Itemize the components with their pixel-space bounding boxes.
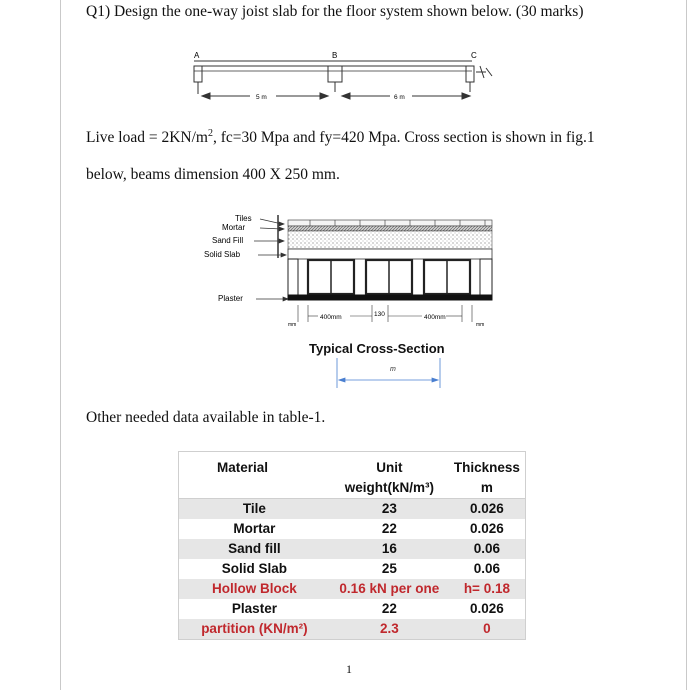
- header-thickness-line2: m: [480, 480, 493, 495]
- span-label-bc: 6 m: [394, 94, 405, 101]
- bottom-dimension: [337, 358, 440, 388]
- cell-material: Mortar: [179, 519, 330, 539]
- cell-material: Solid Slab: [179, 559, 330, 579]
- cell-unit: 2.3: [330, 619, 449, 639]
- cell-unit: 22: [330, 519, 449, 539]
- cell-material: Sand fill: [179, 539, 330, 559]
- table-row: [179, 579, 525, 599]
- support-label-c: C: [471, 51, 477, 60]
- cross-section-figure: [200, 210, 500, 388]
- layer-label-plaster: Plaster: [218, 294, 243, 303]
- live-load-text: Live load = 2KN/m: [86, 129, 208, 147]
- layer-label-solid-slab: Solid Slab: [204, 250, 241, 259]
- dim-label-400-left: 400mm: [320, 314, 342, 321]
- cell-thickness: 0.026: [449, 519, 525, 539]
- cell-unit: 0.16 kN per one: [330, 579, 449, 599]
- solid-slab-layer: [288, 249, 492, 259]
- layer-label-mortar: Mortar: [222, 223, 246, 232]
- material-table: [178, 451, 526, 640]
- material-props-text: , fc=30 Mpa and fy=420 Mpa. Cross section is shown in fig.1: [212, 129, 595, 147]
- cell-unit: 22: [330, 599, 449, 619]
- leader-lines: [254, 219, 288, 301]
- page-border-left: [60, 0, 61, 690]
- support-a: [194, 66, 202, 94]
- cell-unit: 16: [330, 539, 449, 559]
- live-load-sup: 2: [207, 128, 213, 139]
- table-row: [179, 559, 525, 579]
- cell-thickness: h= 0.18: [449, 579, 525, 599]
- table-row: [179, 519, 525, 539]
- cell-material: Plaster: [179, 599, 330, 619]
- cell-material: Tile: [179, 499, 330, 520]
- header-unit-line1: Unit: [376, 460, 403, 475]
- page-number: 1: [346, 662, 352, 676]
- paragraph-live-load: [86, 128, 595, 147]
- span-label-ab: 5 m: [256, 94, 267, 101]
- table-row: [179, 539, 525, 559]
- header-unit-line2: weight(kN/m³): [344, 480, 434, 495]
- question-title: Q1) Design the one-way joist slab for the floor system shown below. (30 marks): [86, 3, 584, 20]
- table-row: [179, 499, 525, 520]
- cell-thickness: 0.026: [449, 599, 525, 619]
- page-border-right: [686, 0, 687, 690]
- sand-fill-layer: [288, 231, 492, 249]
- dim-label-mm-left: mm: [288, 322, 297, 328]
- paragraph-beams: below, beams dimension 400 X 250 mm.: [86, 166, 340, 183]
- cell-thickness: 0.06: [449, 559, 525, 579]
- header-thickness: [449, 452, 525, 499]
- dim-label-400-right: 400mm: [424, 314, 446, 321]
- cell-thickness: 0: [449, 619, 525, 639]
- table-header-row: [179, 452, 525, 499]
- paragraph-other-data: Other needed data available in table-1.: [86, 409, 326, 426]
- cell-material: partition (KN/m²): [179, 619, 330, 639]
- cell-unit: 23: [330, 499, 449, 520]
- support-b: [328, 66, 342, 92]
- table-row: [179, 599, 525, 619]
- cell-thickness: 0.06: [449, 539, 525, 559]
- dim-label-mm-right: mm: [476, 322, 485, 328]
- ribs-and-blocks: [288, 259, 492, 295]
- figure-caption: Typical Cross-Section: [309, 341, 445, 356]
- dim-label-130: 130: [374, 311, 385, 318]
- header-thickness-line1: Thickness: [453, 460, 520, 475]
- header-material: Material: [179, 452, 330, 499]
- support-label-a: A: [194, 51, 200, 60]
- cell-material: Hollow Block: [179, 579, 330, 599]
- support-label-b: B: [332, 51, 338, 60]
- beam-diagram: [180, 44, 520, 106]
- cell-thickness: 0.026: [449, 499, 525, 520]
- layer-label-sand-fill: Sand Fill: [212, 236, 244, 245]
- tiles-layer: [288, 220, 492, 226]
- cell-unit: 25: [330, 559, 449, 579]
- plaster-layer: [288, 295, 492, 300]
- layer-label-tiles: Tiles: [235, 214, 252, 223]
- mortar-layer: [288, 226, 492, 231]
- dimension-line: [202, 93, 470, 99]
- header-unit-weight: [330, 452, 449, 499]
- table-row: [179, 619, 525, 639]
- bottom-dim-label: m: [390, 366, 396, 373]
- support-c: [466, 66, 492, 92]
